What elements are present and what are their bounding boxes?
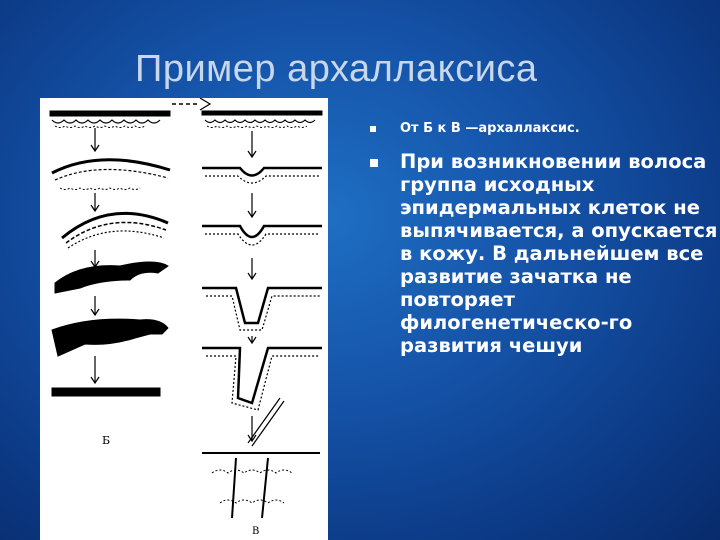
illustration-figure: [40, 98, 328, 540]
bullet-list: [368, 120, 718, 357]
right-stage-2: [202, 168, 322, 183]
right-stage-6: [202, 398, 320, 518]
left-stage-2: [52, 160, 170, 190]
left-stage-1: [50, 111, 170, 128]
right-column-stages: [202, 111, 322, 518]
bullet-item-2: [368, 150, 718, 357]
right-stage-4: [202, 288, 322, 330]
right-stage-5: [202, 348, 322, 410]
square-bullet-icon: [370, 159, 378, 167]
right-stage-3: [202, 226, 322, 245]
right-stage-1: [202, 111, 322, 128]
left-stage-3: [62, 213, 168, 248]
figure-label-right: В: [252, 526, 260, 537]
bullet-text-1: От Б к В —архаллаксис.: [400, 121, 580, 136]
left-stage-4: [55, 262, 168, 293]
bullet-text-2: При возникновении волоса группа исходных эпидермальных клеток не выпячивается, а опускается в кожу. В дальнейшем все развитие зачатка не повторяет филогенетическо-го развития чешуи: [400, 150, 718, 357]
square-bullet-icon: [370, 126, 376, 132]
slide-title: Пример архаллаксиса: [135, 48, 538, 90]
left-stage-5: [52, 319, 168, 356]
left-stage-6: [52, 388, 160, 396]
left-column-stages: [50, 98, 210, 396]
figure-label-left: Б: [102, 434, 111, 447]
bullet-item-1: [368, 120, 718, 138]
development-diagram: [40, 98, 328, 540]
